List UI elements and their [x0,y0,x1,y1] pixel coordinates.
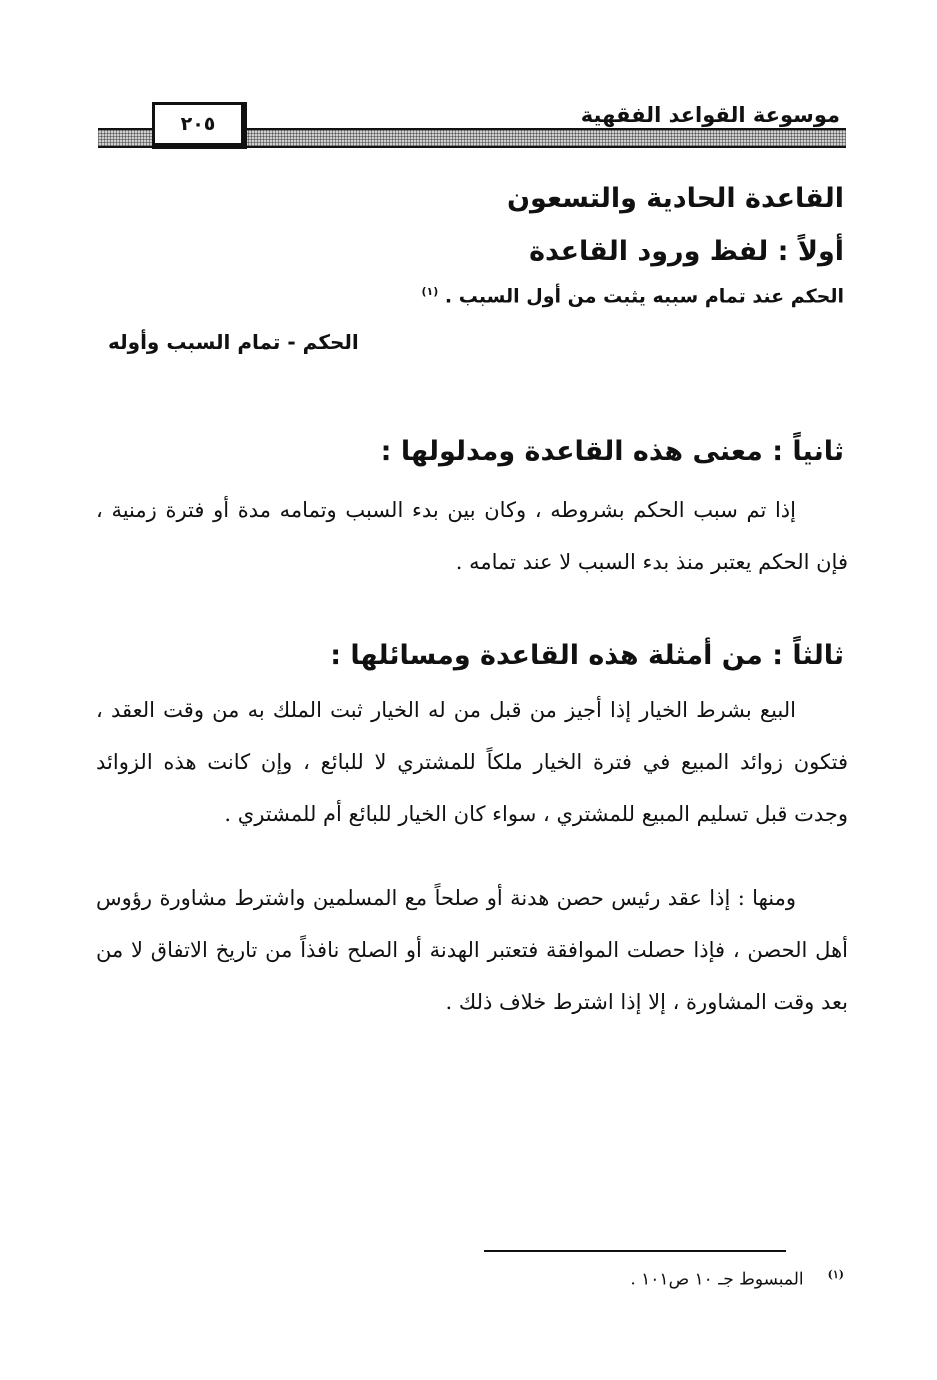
rule-text: الحكم عند تمام سببه يثبت من أول السبب . [444,285,844,308]
footnote [630,1268,844,1290]
rule-keywords: الحكم - تمام السبب وأوله [108,330,359,354]
section-title: القاعدة الحادية والتسعون [507,183,844,214]
footnote-mark: (١) [827,1268,844,1281]
part2-body: إذا تم سبب الحكم بشروطه ، وكان بين بدء السبب وتمامه مدة أو فترة زمنية ، فإن الحكم يعتبر منذ بدء السبب لا عند تمامه . [96,498,848,574]
running-header-title: موسوعة القواعد الفقهية [573,103,844,127]
part3-paragraph-2: ومنها : إذا عقد رئيس حصن هدنة أو صلحاً مع المسلمين واشترط مشاورة رؤوس أهل الحصن ، فإذا حصلت الموافقة فتعتبر الهدنة أو الصلح نافذاً من تاريخ الاتفاق لا من بعد وقت المشاورة ، إلا إذا اشترط خلاف ذلك . [96,886,848,1014]
rule-statement [422,285,844,307]
part1-heading: أولاً : لفظ ورود القاعدة [529,236,844,267]
footnote-separator [484,1250,786,1252]
page-number-box [152,102,247,149]
part3-paragraph-1: البيع بشرط الخيار إذا أجيز من قبل من له الخيار ثبت الملك به من وقت العقد ، فتكون زوائد المبيع في فترة الخيار ملكاً للمشتري لا للبائع ، وإن كانت هذه الزوائد وجدت قبل تسليم المبيع للمشتري ، سواء كان الخيار للبائع أم للمشتري . [96,698,848,826]
footnote-text: المبسوط جـ ١٠ ص١٠١ . [630,1269,804,1290]
rule-footnote-mark: (١) [421,285,439,298]
part2-heading: ثانياً : معنى هذه القاعدة ومدلولها : [380,436,844,467]
part3-heading: ثالثاً : من أمثلة هذه القاعدة ومسائلها : [330,640,844,671]
page-number: ٢٠٥ [180,113,216,135]
